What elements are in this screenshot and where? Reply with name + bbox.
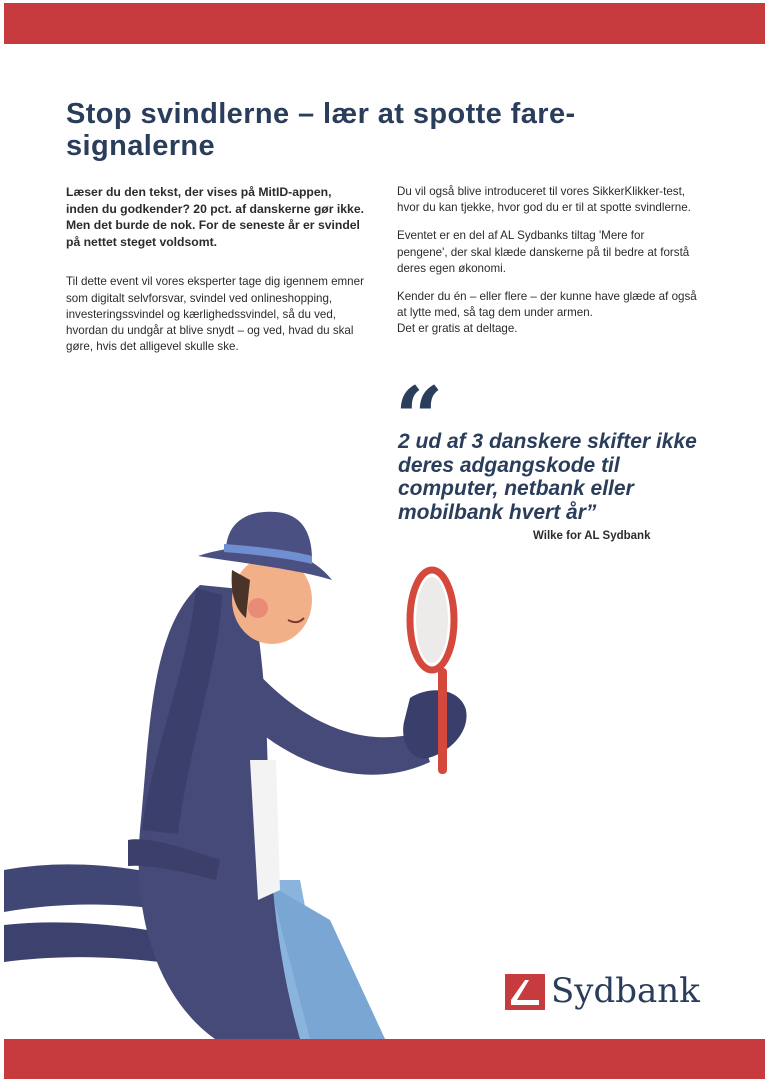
sydbank-logo-text: Sydbank <box>551 971 700 1011</box>
page-title: Stop svindlerne – lær at spotte fare-signalerne <box>66 98 576 162</box>
right-column <box>397 184 697 350</box>
pull-quote: 2 ud af 3 danskere skifter ikke deres adgangskode til computer, netbank eller mobilbank hvert år” <box>398 430 697 524</box>
top-red-band <box>4 3 765 44</box>
detective-with-magnifying-glass-icon <box>0 500 480 1039</box>
left-column <box>66 184 366 367</box>
body-paragraph-1: Du vil også blive introduceret til vores SikkerKlikker-test, hvor du kan tjekke, hvor god du er til at spotte svindlerne. <box>397 185 691 215</box>
bottom-red-band <box>4 1039 765 1079</box>
body-paragraph-4: Det er gratis at deltage. <box>397 322 518 336</box>
body-paragraph-3: Kender du én – eller flere – der kunne have glæde af også at lytte med, så tag dem under armen. <box>397 290 697 320</box>
quote-mark-icon: “ <box>395 368 444 467</box>
body-paragraph: Til dette event vil vores eksperter tage dig igennem emner som digitalt selvforsvar, svindel ved onlineshopping, investeringssvindel og kærlighedssvindel, så du ved, hvordan du undgår at blive snydt – og ved, hvad du skal gøre, hvis det alligevel skulle ske. <box>66 275 364 354</box>
body-paragraph-2: Eventet er en del af AL Sydbanks tiltag 'Mere for pengene', der skal klæde danskerne på til bedre at forstå deres egen økonomi. <box>397 229 690 275</box>
lead-paragraph: Læser du den tekst, der vises på MitID-appen, inden du godkender? 20 pct. af danskerne gør ikke. Men det burde de nok. For de seneste år er svindel på nettet steget voldsomt. <box>66 185 364 249</box>
quote-attribution: Wilke for AL Sydbank <box>533 530 651 542</box>
